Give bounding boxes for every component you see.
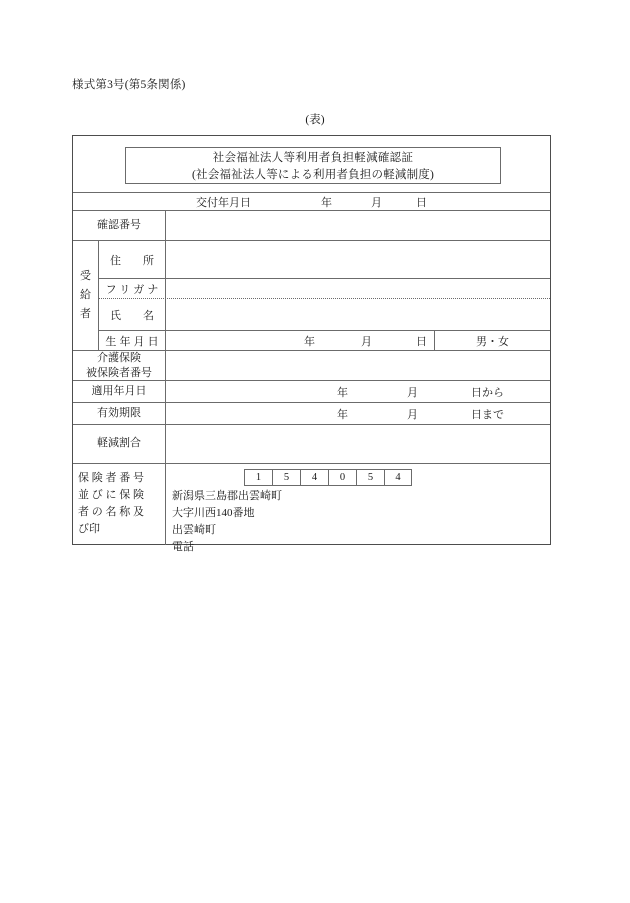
expiry-date-field[interactable] [166, 403, 550, 424]
recipient-birth-row [99, 331, 550, 351]
recipient-birth-field[interactable] [166, 331, 550, 351]
sex-selector[interactable]: 男・女 [434, 331, 550, 351]
issue-date-month: 月 [371, 197, 382, 209]
recipient-name-row [99, 299, 550, 331]
insurer-address [172, 488, 282, 556]
title-sub: (社会福祉法人等による利用者負担の軽減制度) [191, 169, 435, 181]
insurer-label-line3: 者 の 名 称 及 [78, 506, 144, 519]
insurer-address-line4: 電話 [172, 541, 194, 554]
confirmation-number-field[interactable] [166, 211, 550, 240]
expiry-date-year: 年 [337, 409, 348, 421]
insurer-number-digit[interactable]: 5 [272, 469, 300, 486]
apply-date-suffix: 日から [471, 387, 504, 399]
issue-date-label: 交付年月日 [196, 197, 251, 209]
recipient-label [73, 241, 99, 350]
form-number: 様式第3号(第5条関係) [72, 79, 186, 91]
recipient-label-char-1: 受 [80, 269, 91, 282]
insurer-number-digit[interactable]: 1 [244, 469, 272, 486]
kaigo-insurance-number-label [73, 351, 166, 380]
recipient-birth-label: 生年月日 [99, 331, 166, 351]
recipient-label-char-3: 者 [80, 308, 91, 321]
issue-date-row [73, 193, 550, 211]
insurer-number-digit[interactable]: 0 [328, 469, 356, 486]
recipient-furigana-field[interactable] [166, 279, 550, 298]
insurer-number-digit[interactable]: 4 [384, 469, 412, 486]
recipient-block [73, 241, 550, 351]
confirmation-number-row [73, 211, 550, 241]
expiry-date-month: 月 [407, 409, 418, 421]
birth-month: 月 [361, 336, 372, 348]
kaigo-label-line1: 介護保険 [97, 351, 141, 364]
recipient-address-label: 住 所 [99, 241, 166, 278]
title-row [73, 136, 550, 193]
expiry-date-suffix: 日まで [471, 409, 504, 421]
insurer-number-boxes [244, 469, 412, 486]
kaigo-label-line2: 被保険者番号 [86, 366, 152, 379]
expiry-date-row [73, 403, 550, 425]
insurer-number-digit[interactable]: 5 [356, 469, 384, 486]
expiry-date-label: 有効期限 [73, 403, 166, 424]
recipient-address-field[interactable] [166, 241, 550, 278]
issue-date-year: 年 [321, 197, 332, 209]
kaigo-insurance-number-row [73, 351, 550, 381]
insurer-label-line2: 並 び に 保 険 [78, 489, 144, 502]
title-box [125, 147, 501, 184]
birth-year: 年 [304, 336, 315, 348]
recipient-address-row [99, 241, 550, 279]
apply-date-month: 月 [407, 387, 418, 399]
issue-date-day: 日 [416, 197, 427, 209]
insurer-label-line4: び印 [78, 523, 100, 536]
certificate-table [72, 135, 551, 554]
side-mark: (表) [305, 114, 325, 126]
title-main: 社会福祉法人等利用者負担軽減確認証 [212, 152, 414, 164]
confirmation-number-label: 確認番号 [73, 211, 166, 240]
insurer-label-line1: 保 険 者 番 号 [78, 472, 144, 484]
recipient-furigana-label: フリガナ [99, 279, 166, 298]
birth-day: 日 [416, 336, 427, 348]
apply-date-label: 適用年月日 [73, 381, 166, 402]
reduction-ratio-row [73, 425, 550, 464]
recipient-name-field[interactable] [166, 299, 550, 330]
insurer-field [166, 464, 550, 554]
kaigo-insurance-number-field[interactable] [166, 351, 550, 380]
apply-date-row [73, 381, 550, 403]
apply-date-field[interactable] [166, 381, 550, 402]
insurer-number-digit[interactable]: 4 [300, 469, 328, 486]
insurer-label [73, 464, 166, 545]
recipient-label-char-2: 給 [80, 288, 91, 301]
reduction-ratio-field[interactable] [166, 425, 550, 463]
recipient-furigana-row [99, 279, 550, 299]
insurer-address-line1: 新潟県三島郡出雲崎町 [172, 490, 282, 502]
recipient-name-label: 氏 名 [99, 299, 166, 330]
insurer-address-line2: 大字川西140番地 [172, 507, 255, 520]
apply-date-year: 年 [337, 387, 348, 399]
reduction-ratio-label: 軽減割合 [73, 425, 166, 463]
insurer-address-line3: 出雲崎町 [172, 524, 216, 537]
insurer-row [73, 464, 550, 554]
